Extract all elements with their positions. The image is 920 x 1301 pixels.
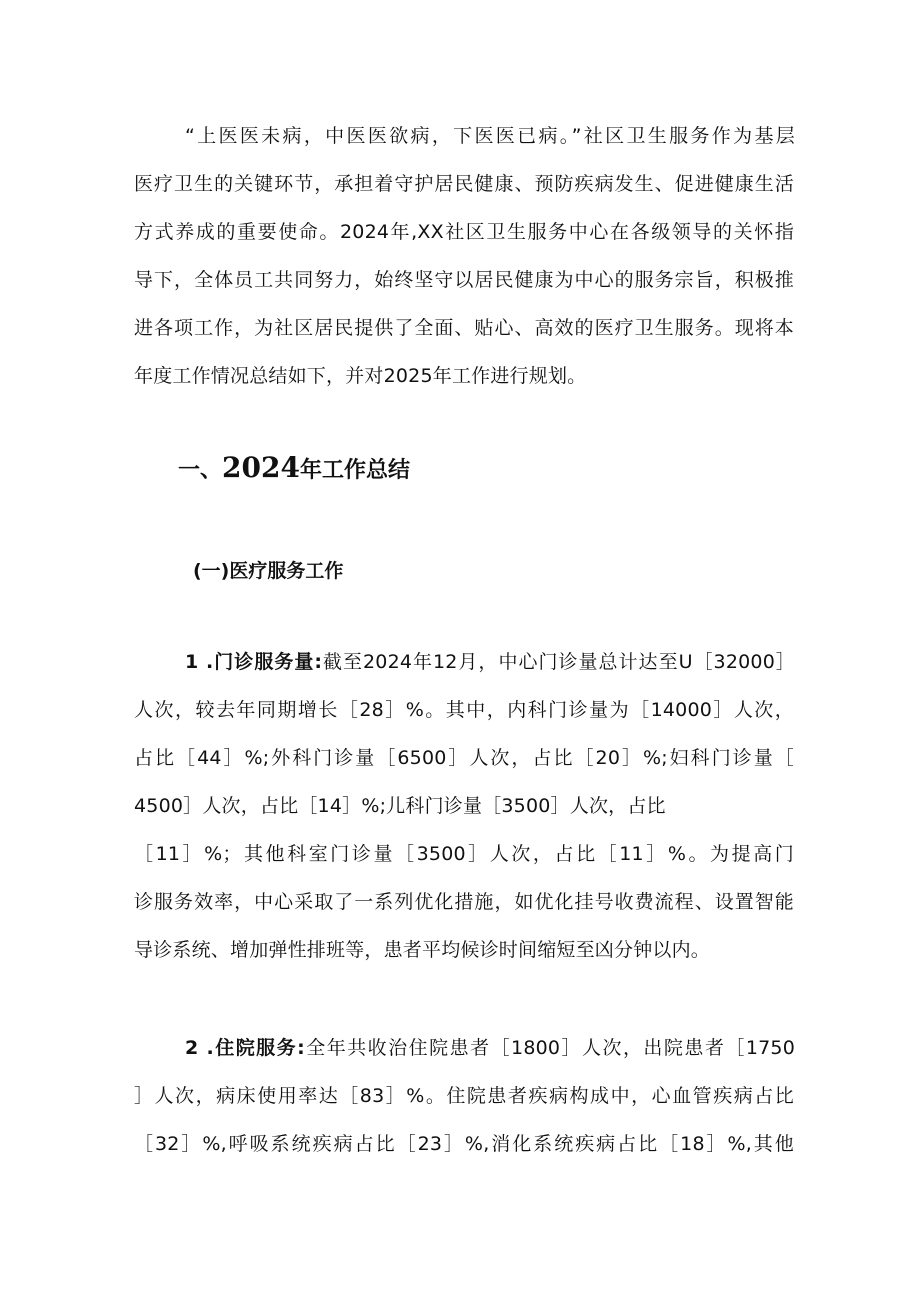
item1-line-7: 导诊系统、增加弹性排班等，患者平均候诊时间缩短至凶分钟以内。 xyxy=(134,939,711,961)
item1-label: 1 .门诊服务量: xyxy=(185,651,323,673)
section-heading-year: 2024 xyxy=(222,451,300,484)
section-heading-suffix: 年工作总结 xyxy=(299,458,410,483)
item1-line-4: 4500］人次，占比［14］%;儿科门诊量［3500］人次，占比 xyxy=(134,795,666,817)
section-heading xyxy=(178,452,410,487)
subsection-heading: (一)医疗服务工作 xyxy=(193,560,344,582)
item1-line-1-text: 截至2024年12月，中心门诊量总计达至U［32000］ xyxy=(322,651,795,673)
intro-line-4: 导下，全体员工共同努力，始终坚守以居民健康为中心的服务宗旨，积极推 xyxy=(134,269,794,291)
intro-line-1: “上医医未病，中医医欲病，下医医已病。”社区卫生服务作为基层 xyxy=(185,125,795,147)
intro-line-5: 进各项工作，为社区居民提供了全面、贴心、高效的医疗卫生服务。现将本 xyxy=(134,317,794,339)
item1-line-6: 诊服务效率，中心采取了一系列优化措施，如优化挂号收费流程、设置智能 xyxy=(134,891,794,913)
item1-line-5: ［11］%；其他科室门诊量［3500］人次，占比［11］%。为提高门 xyxy=(134,843,794,865)
item2-line-1 xyxy=(185,1036,795,1060)
item2-label: 2 .住院服务: xyxy=(185,1037,305,1059)
intro-line-6: 年度工作情况总结如下，并对2025年工作进行规划。 xyxy=(134,365,587,387)
item1-line-1 xyxy=(185,650,795,674)
section-heading-prefix: 一、 xyxy=(178,458,223,483)
intro-line-3: 方式养成的重要使命。2024年,XX社区卫生服务中心在各级领导的关怀指 xyxy=(134,221,794,243)
item2-line-3: ［32］%,呼吸系统疾病占比［23］%,消化系统疾病占比［18］%,其他 xyxy=(134,1133,794,1155)
item2-line-2: ］人次，病床使用率达［83］%。住院患者疾病构成中，心血管疾病占比 xyxy=(134,1085,794,1107)
item1-line-3: 占比［44］%;外科门诊量［6500］人次，占比［20］%;妇科门诊量［ xyxy=(134,747,794,769)
item2-line-1-text: 全年共收治住院患者［1800］人次，出院患者［1750 xyxy=(304,1037,795,1059)
item1-line-2: 人次，较去年同期增长［28］%。其中，内科门诊量为［14000］人次， xyxy=(134,699,794,721)
intro-line-2: 医疗卫生的关键环节，承担着守护居民健康、预防疾病发生、促进健康生活 xyxy=(134,173,794,195)
